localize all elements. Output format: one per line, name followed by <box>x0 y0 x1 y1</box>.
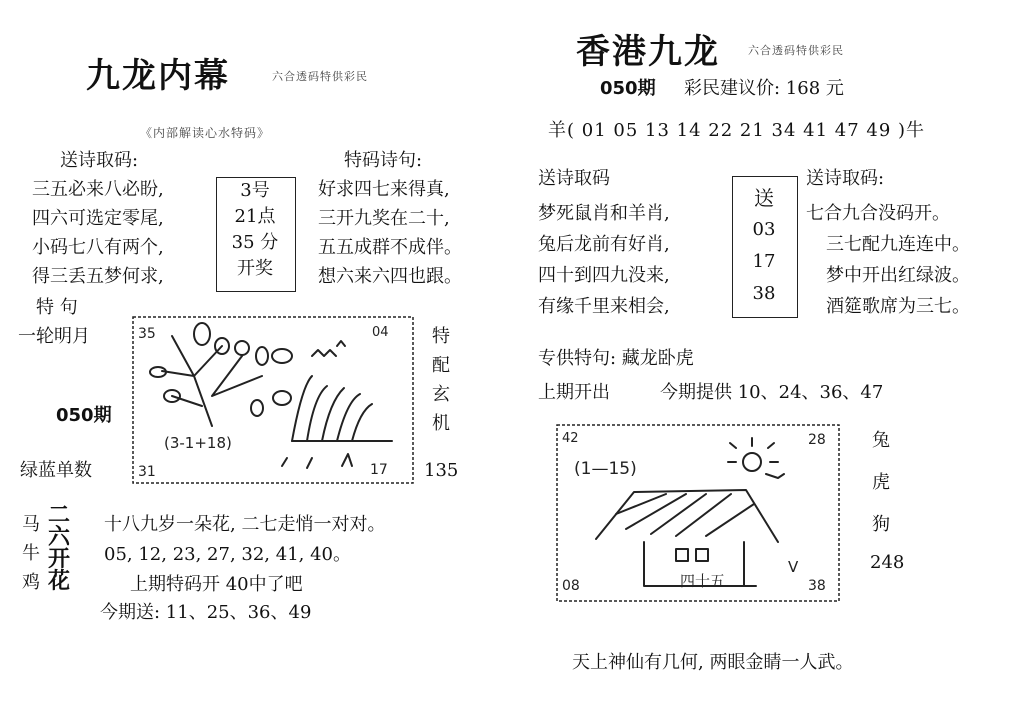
sketch-mark-bl: 08 <box>562 578 580 594</box>
side-char: 虎 <box>872 472 890 493</box>
draw-time-line: 35 分 <box>231 232 279 253</box>
left-this-issue: 今期送: 11、25、36、49 <box>100 602 312 623</box>
special-heading: 特码诗句: <box>344 150 423 171</box>
right-poem-line: 梦中开出红绿波。 <box>826 265 970 286</box>
side-char: 特 <box>432 326 450 347</box>
right-side-chars <box>872 420 890 546</box>
draw-time-text <box>222 178 288 282</box>
right-poem-line: 梦死鼠肖和羊肖, <box>538 203 670 224</box>
left-issue: 050期 <box>56 405 112 426</box>
sketch-mark-bl: 31 <box>138 464 156 480</box>
sheep-row: 羊( 01 05 13 14 22 21 34 41 47 49 )牛 <box>548 120 926 141</box>
special-phrase: 专供特句: 藏龙卧虎 <box>538 348 694 369</box>
left-side-chars <box>432 322 450 438</box>
sketch-formula: (1—15) <box>574 459 637 479</box>
special-poem-line: 好求四七来得真, <box>318 179 450 200</box>
special-poem-line: 三开九奖在二十, <box>318 208 450 229</box>
sketch-mark-tl: 35 <box>138 326 156 342</box>
house-text: 四十五 <box>680 572 726 590</box>
sketch-mark-tl: 42 <box>562 431 579 446</box>
left-title: 九龙内幕 <box>86 56 230 96</box>
send-box-line: 送 <box>754 186 774 210</box>
zodiac-big-char: 二 <box>48 502 71 528</box>
sun-drawing <box>728 438 784 478</box>
side-char: 兔 <box>872 430 890 451</box>
right-poem-line: 兔后龙前有好肖, <box>538 234 670 255</box>
sketch-formula: (3-1+18) <box>164 434 232 452</box>
send-box-line: 17 <box>752 251 776 272</box>
left-verse: 十八九岁一朵花, 二七走悄一对对。 <box>104 514 386 535</box>
lvlan-label: 绿蓝单数 <box>20 460 92 481</box>
side-char: 玄 <box>432 384 450 405</box>
zodiac-char: 马 <box>22 514 40 535</box>
left-poem-heading: 送诗取码: <box>60 150 139 171</box>
side-char: 狗 <box>872 514 890 535</box>
zodiac-big-char: 开 <box>48 546 71 572</box>
right-poem-right <box>806 198 970 322</box>
right-poem-left <box>538 198 670 322</box>
draw-time-line: 开奖 <box>237 258 273 279</box>
sketch-mark-tr: 04 <box>372 325 389 340</box>
left-poem-line: 小码七八有两个, <box>32 237 164 258</box>
right-title-note: 六合透码特供彩民 <box>748 44 844 57</box>
right-poem-line: 有缘千里来相会, <box>538 296 670 317</box>
right-title: 香港九龙 <box>576 32 720 72</box>
zodiac-big <box>48 504 70 592</box>
left-subtitle: 《内部解读心水特码》 <box>140 126 271 140</box>
send-box-line: 38 <box>752 283 776 304</box>
right-poem-line: 七合九合没码开。 <box>806 203 950 224</box>
last-open-label: 上期开出 <box>538 382 610 403</box>
right-side-number: 248 <box>870 552 905 573</box>
sketch-mark-tr: 28 <box>808 432 826 448</box>
side-char: 机 <box>432 413 450 434</box>
v-mark: V <box>788 558 799 576</box>
left-sketch <box>132 316 414 484</box>
right-poem-heading-right: 送诗取码: <box>806 168 885 189</box>
sketch-mark-br: 38 <box>808 578 826 594</box>
right-poem-heading-left: 送诗取码 <box>538 168 610 189</box>
provide-numbers: 今期提供 10、24、36、47 <box>660 382 884 403</box>
special-poem <box>318 175 462 291</box>
flower-drawing <box>150 323 292 426</box>
right-sketch <box>556 424 840 602</box>
left-last-issue: 上期特码开 40中了吧 <box>130 574 303 595</box>
left-poem-line: 三五必来八必盼, <box>32 179 164 200</box>
zodiac-char: 鸡 <box>22 572 40 593</box>
left-numbers: 05, 12, 23, 27, 32, 41, 40。 <box>104 544 351 565</box>
te-ju-label: 特 句 <box>36 297 78 318</box>
yilun-label: 一轮明月 <box>18 326 90 347</box>
special-poem-line: 想六来六四也跟。 <box>318 266 462 287</box>
zodiac-big-char: 花 <box>48 568 71 594</box>
right-footer: 天上神仙有几何, 两眼金睛一人武。 <box>572 652 854 673</box>
left-poem <box>32 175 164 291</box>
left-poem-line: 四六可选定零尾, <box>32 208 164 229</box>
left-poem-line: 得三丢五梦何求, <box>32 266 164 287</box>
side-char: 配 <box>432 355 450 376</box>
right-poem-line: 四十到四九没来, <box>538 265 670 286</box>
left-title-note: 六合透码特供彩民 <box>272 70 368 83</box>
zodiac-col <box>22 510 40 597</box>
draw-time-line: 3号 <box>240 180 270 201</box>
right-price: 彩民建议价: 168 元 <box>684 78 844 99</box>
zodiac-char: 牛 <box>22 543 40 564</box>
right-poem-line: 三七配九连连中。 <box>826 234 970 255</box>
grass-drawing <box>282 341 392 468</box>
send-box-text <box>732 182 796 310</box>
left-side-number: 135 <box>424 460 459 481</box>
right-issue: 050期 <box>600 78 656 99</box>
special-poem-line: 五五成群不成伴。 <box>318 237 462 258</box>
right-poem-line: 酒筵歌席为三七。 <box>826 296 970 317</box>
sketch-mark-br: 17 <box>370 462 388 478</box>
draw-time-line: 21点 <box>234 206 276 227</box>
zodiac-big-char: 六 <box>48 524 71 550</box>
send-box-line: 03 <box>752 219 776 240</box>
